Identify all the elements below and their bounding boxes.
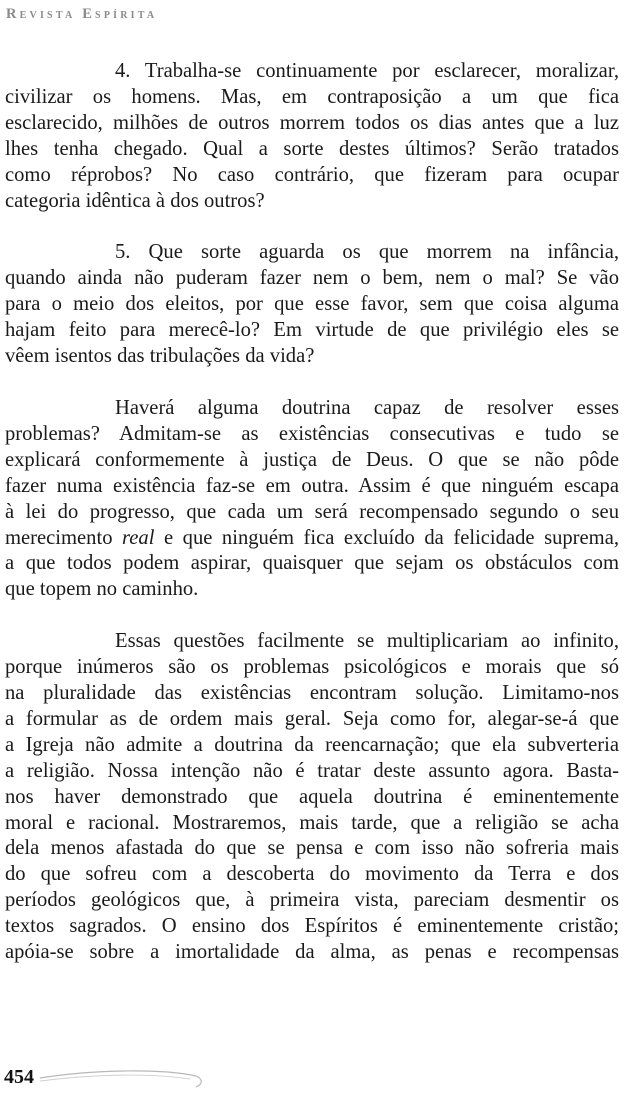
text-line: vêem isentos das tribulações da vida? [5, 345, 315, 368]
text-line: 4. Trabalha-se continuamente por esclarecer, moralizar, [115, 60, 619, 82]
text-line: fazer numa existência faz-se em outra. Assim é que ninguém escapa [5, 474, 619, 497]
text-line: à lei do progresso, que cada um será recompensado segundo o seu [5, 500, 619, 523]
body-text [5, 59, 619, 966]
text-line: problemas? Admitam-se as existências consecutivas e tudo se [5, 422, 619, 445]
text-line: a Igreja não admite a doutrina da reencarnação; que ela subverteria [5, 733, 619, 756]
paragraph-5 [5, 240, 619, 370]
text-line: civilizar os homens. Mas, em contraposição a um que fica [5, 85, 619, 108]
italic-word: real [122, 526, 155, 549]
text-line: hajam feito para merecê-lo? Em virtude de que privilégio eles se [5, 319, 619, 342]
text-line: que topem no caminho. [5, 578, 199, 601]
text-line: 5. Que sorte aguarda os que morrem na infância, [115, 241, 619, 264]
paragraph-questions [5, 629, 619, 966]
text-line: quando ainda não puderam fazer nem o bem, nem o mal? Se vão [5, 267, 619, 290]
text-line: do que sofreu com a descoberta do movimento da Terra e dos [5, 863, 619, 886]
text-line: como réprobos? No caso contrário, que fizeram para ocupar [5, 163, 619, 186]
text-line: períodos geológicos que, à primeira vista, pareciam desmentir os [5, 889, 619, 912]
text-line: explicará conformemente à justiça de Deus. O que se não pôde [5, 448, 619, 471]
text-line: a religião. Nossa intenção não é tratar deste assunto agora. Basta- [5, 759, 619, 782]
text-line: a formular as de ordem mais geral. Seja como for, alegar-se-á que [5, 707, 619, 730]
text-line: lhes tenha chegado. Qual a sorte destes últimos? Serão tratados [5, 137, 619, 160]
paragraph-4 [5, 59, 619, 214]
text-line: apóia-se sobre a imortalidade da alma, as penas e recompensas [5, 941, 619, 964]
text-line: moral e racional. Mostraremos, mais tarde, que a religião se acha [5, 811, 619, 834]
text-line: textos sagrados. O ensino dos Espíritos é eminentemente cristão; [5, 915, 619, 938]
text-line: para o meio dos eleitos, por que esse favor, sem que coisa alguma [5, 293, 619, 316]
text-line: porque inúmeros são os problemas psicológicos e morais que só [5, 656, 619, 679]
paragraph-doctrine [5, 396, 619, 603]
text-line: na pluralidade das existências encontram solução. Limitamo-nos [5, 682, 619, 705]
text-line: Haverá alguma doutrina capaz de resolver esses [115, 396, 619, 419]
text-line: categoria idêntica à dos outros? [5, 189, 265, 212]
text-line: merecimento real e que ninguém fica excluído da felicidade suprema, [5, 526, 619, 549]
text-line: esclarecido, milhões de outros morrem todos os dias antes que a luz [5, 111, 619, 134]
page-number: 454 [4, 1066, 34, 1088]
text-line: Essas questões facilmente se multiplicariam ao infinito, [115, 630, 619, 653]
text-line: a que todos podem aspirar, quaisquer que sejam os obstáculos com [5, 552, 619, 575]
text-line: dela menos afastada do que se pensa e com isso não sofreria mais [5, 837, 619, 860]
running-header: Revista Espírita [6, 6, 158, 22]
text-line: nos haver demonstrado que aquela doutrina é eminentemente [5, 785, 619, 808]
